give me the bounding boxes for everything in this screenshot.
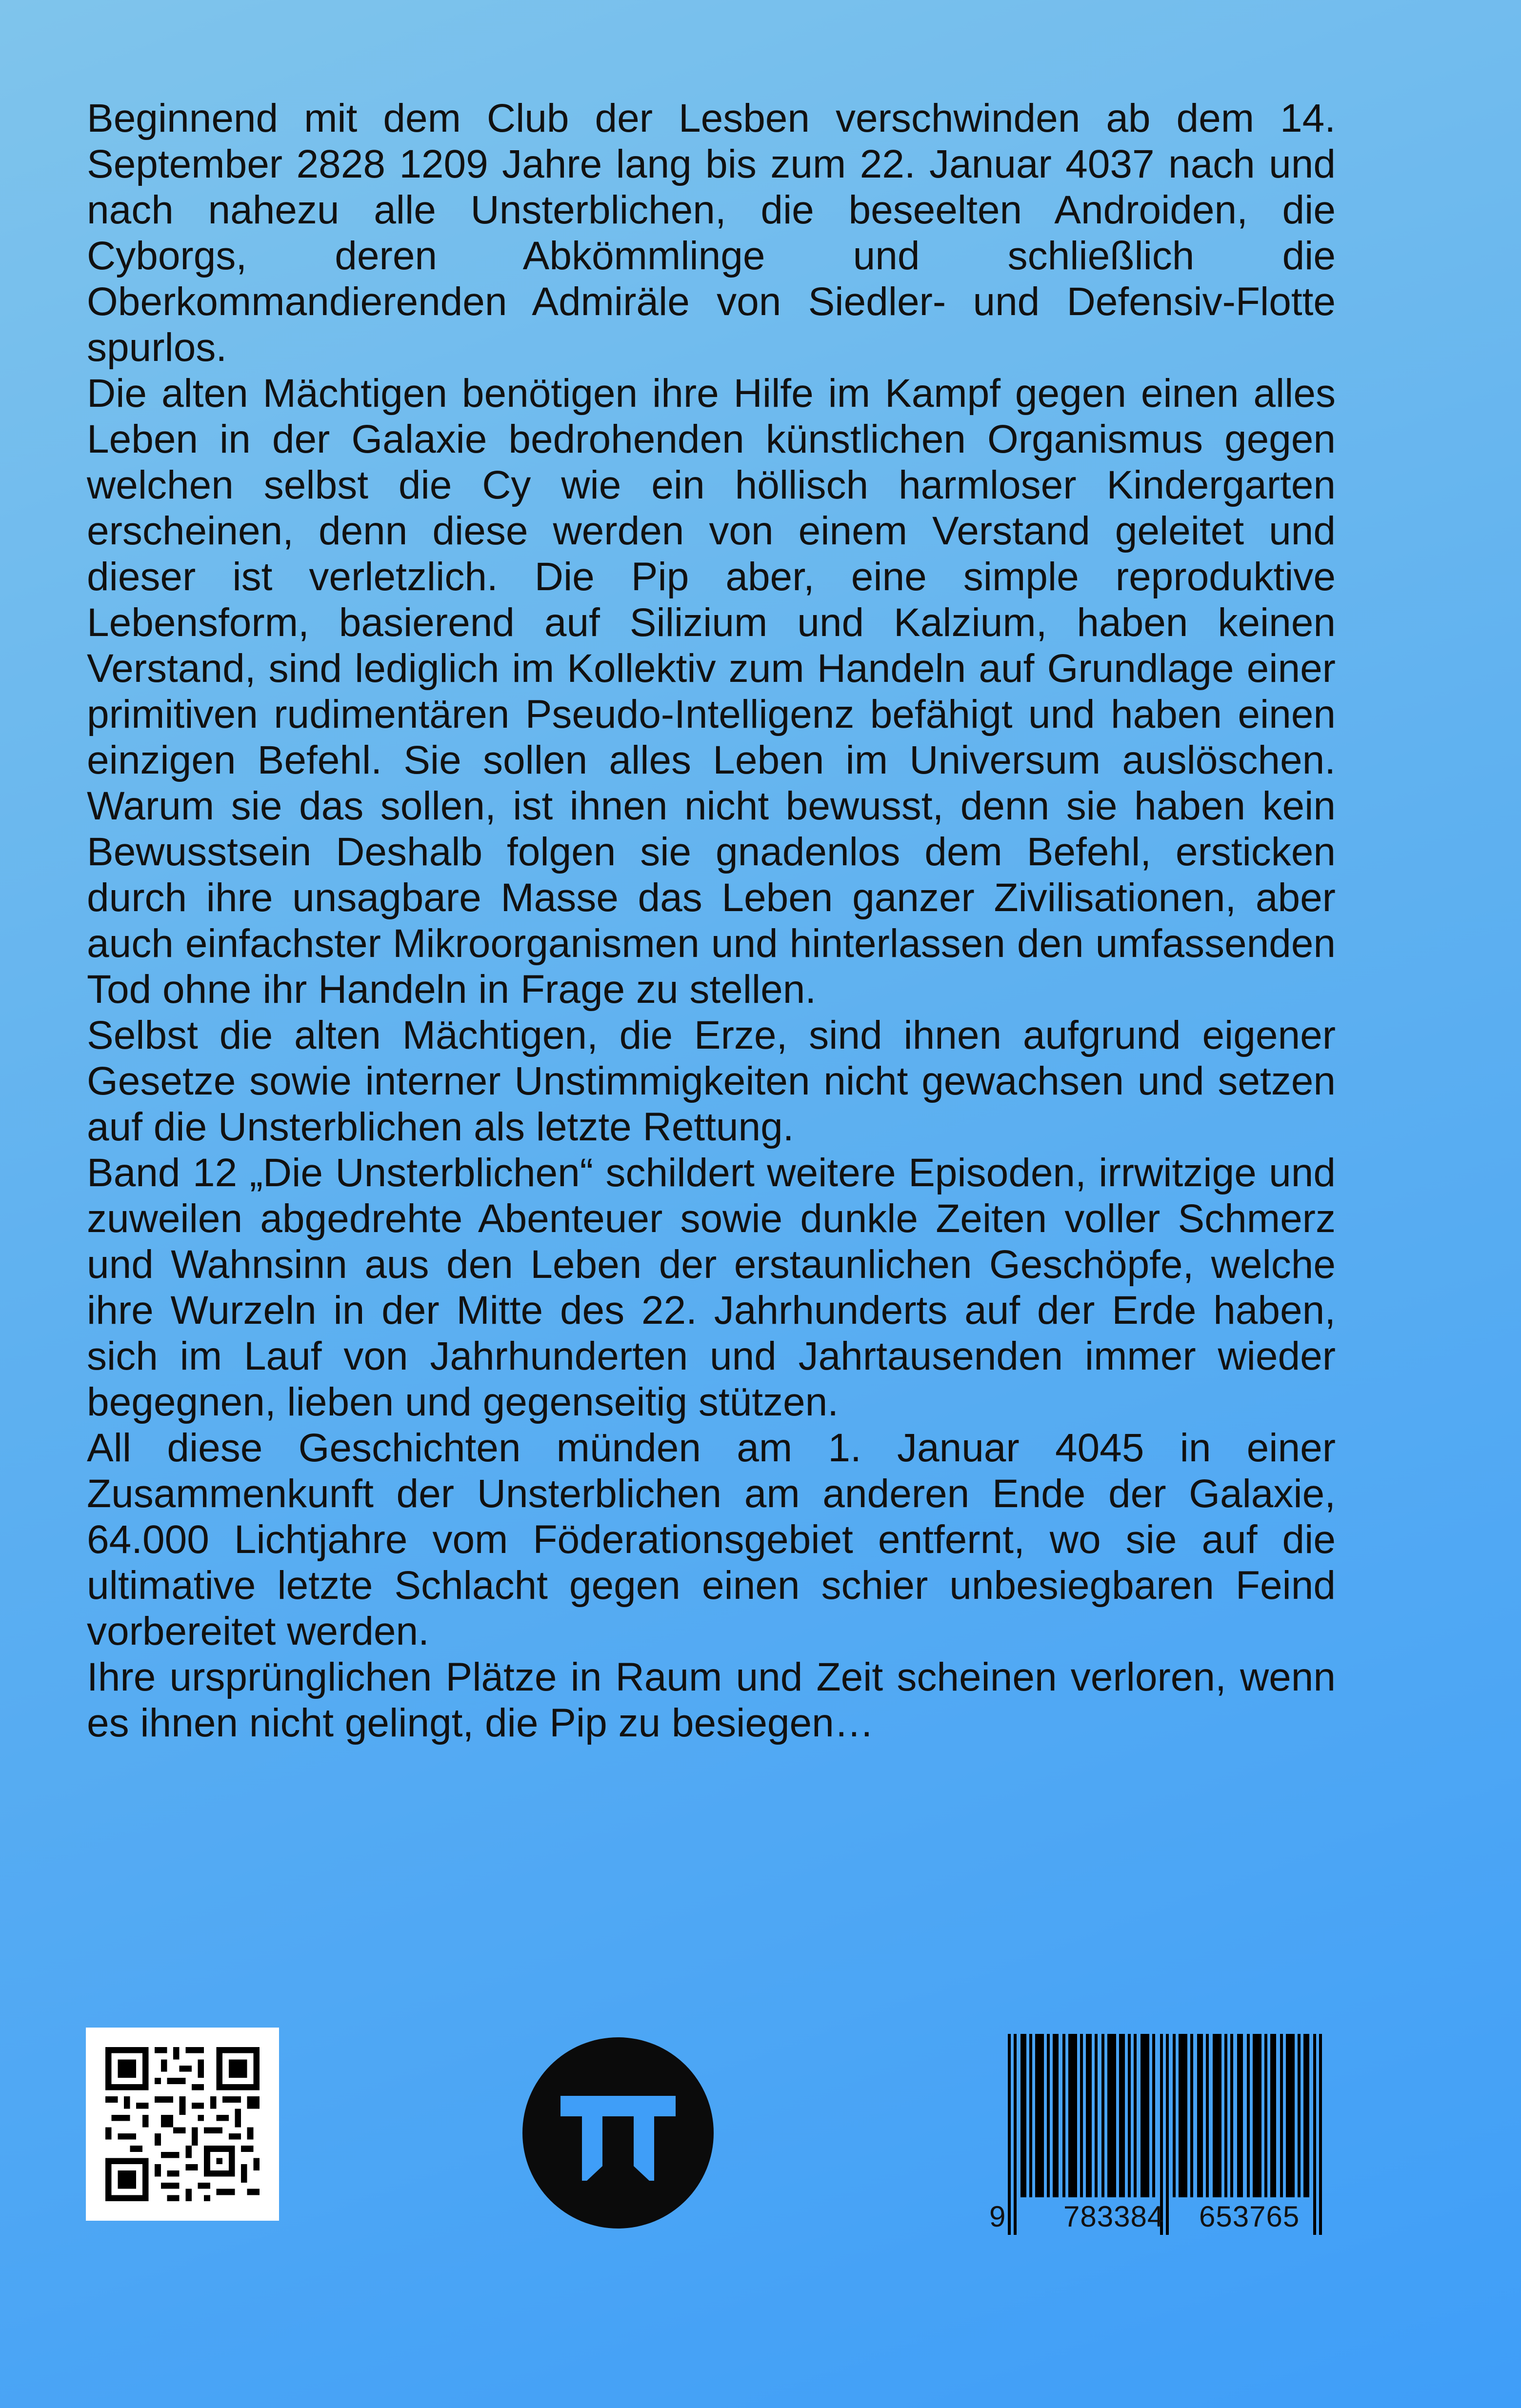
blurb-paragraph-4: Band 12 „Die Unsterblichen“ schildert weitere Episoden, irrwitzige und zuweilen abgedrehte Abenteuer sowie dunkle Zeiten voller Schmerz und Wahnsinn aus den Leben der erstaunlichen Geschöpfe, welche ihre Wurzeln in der Mitte des 22. Jahrhunderts auf der Erde haben, sich im Lauf von Jahrhunderten und Jahrtausenden immer wieder begegnen, lieben und gegenseitig stützen. <box>87 1151 1336 1424</box>
publisher-logo-icon <box>522 2037 714 2229</box>
blurb-paragraph-5: All diese Geschichten münden am 1. Januar 4045 in einer Zusammenkunft der Unsterblichen am anderen Ende der Galaxie, 64.000 Lichtjahre vom Föderationsgebiet entfernt, wo sie auf die ultimative letzte Schlacht gegen einen schier unbesiegbaren Feind vorbereitet werden. <box>87 1426 1336 1653</box>
isbn-right-group: 653765 <box>1199 2200 1300 2233</box>
blurb-paragraph-1: Beginnend mit dem Club der Lesben verschwinden ab dem 14. September 2828 1209 Jahre lang bis zum 22. Januar 4037 nach und nach nahezu alle Unsterblichen, die beseelten Androiden, die Cyborgs, deren Abkömmlinge und schließlich die Oberkommandierenden Admiräle von Siedler- und Defensiv-Flotte spurlos. <box>87 96 1336 370</box>
back-cover-blurb <box>87 96 1336 1746</box>
blurb-paragraph-6: Ihre ursprünglichen Plätze in Raum und Zeit scheinen verloren, wenn es ihnen nicht gelingt, die Pip zu besiegen… <box>87 1655 1336 1745</box>
blurb-paragraph-2: Die alten Mächtigen benötigen ihre Hilfe im Kampf gegen einen alles Leben in der Galaxie bedrohenden künstlichen Organismus gegen welchen selbst die Cy wie ein höllisch harmloser Kindergarten erscheinen, denn diese werden von einem Verstand geleitet und dieser ist verletzlich. Die Pip aber, eine simple reproduktive Lebensform, basierend auf Silizium und Kalzium, haben keinen Verstand, sind lediglich im Kollektiv zum Handeln auf Grundlage einer primitiven rudimentären Pseudo-Intelligenz befähigt und haben einen einzigen Befehl. Sie sollen alles Leben im Universum auslöschen. Warum sie das sollen, ist ihnen nicht bewusst, denn sie haben kein Bewusstsein Deshalb folgen sie gnadenlos dem Befehl, ersticken durch ihre unsagbare Masse das Leben ganzer Zivilisationen, aber auch einfachster Mikroorganismen und hinterlassen den umfassenden Tod ohne ihr Handeln in Frage zu stellen. <box>87 371 1336 1012</box>
qr-code-icon <box>105 2047 260 2201</box>
isbn-barcode <box>989 2034 1336 2235</box>
qr-code <box>86 2028 279 2221</box>
isbn-left-group: 783384 <box>1063 2200 1164 2233</box>
publisher-logo <box>522 2037 714 2229</box>
blurb-paragraph-3: Selbst die alten Mächtigen, die Erze, sind ihnen aufgrund eigener Gesetze sowie interner Unstimmigkeiten nicht gewachsen und setzen auf die Unsterblichen als letzte Rettung. <box>87 1013 1336 1149</box>
isbn-first-digit: 9 <box>989 2200 1006 2233</box>
